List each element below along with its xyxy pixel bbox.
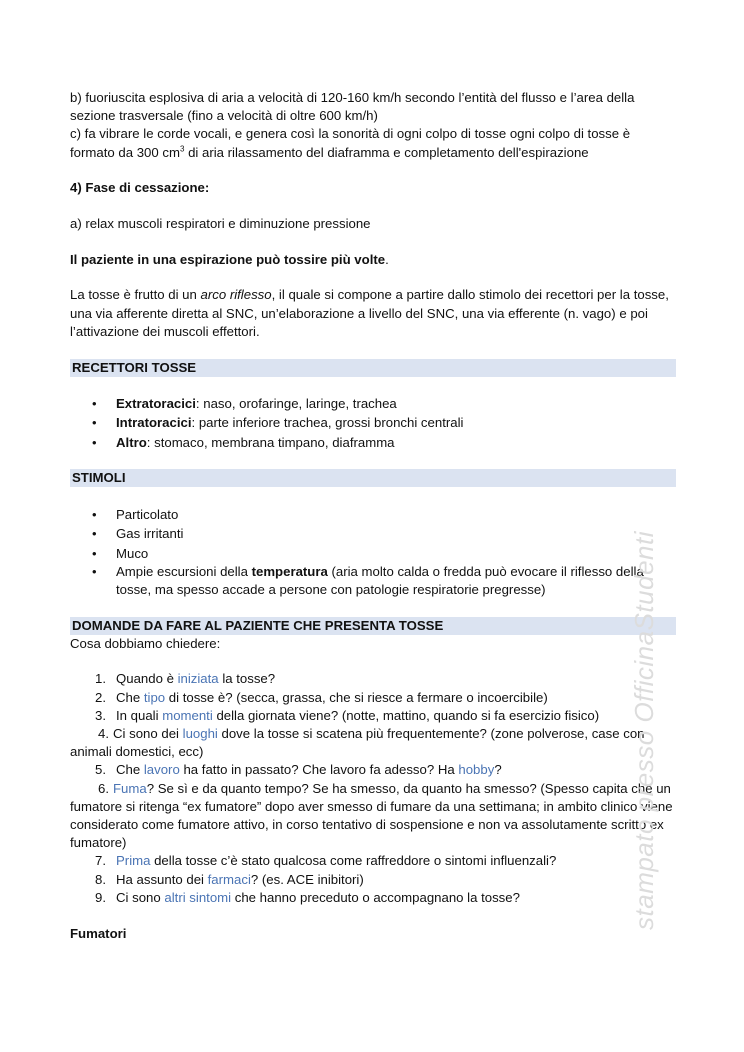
domande-list [70,670,676,907]
para-b: b) fuoriuscita esplosiva di aria a velocità di 120-160 km/h secondo l’entità del flusso e l’area della sezione trasversale (fino a velocità di oltre 600 km/h) [70,90,635,124]
reflex-para: La tosse è frutto di un arco riflesso, il quale si compone a partire dallo stimolo dei recettori per la tosse, una via afferente diretta al SNC, un’elaborazione a livello del SNC, una via efferente (n. vago) e poi l’attivazione dei muscoli effettori. [70,287,669,339]
list-item: • Extratoracici: naso, orofaringe, laringe, trachea [116,394,676,413]
superscript-3: 3 [179,144,185,154]
domande-subtitle: Cosa dobbiamo chiedere: [70,635,221,651]
list-item: • Altro: stomaco, membrana timpano, diaframma [116,433,676,452]
para-c-text: c) fa vibrare le corde vocali, e genera così la sonorità di ogni colpo di tosse ogni colpo di tosse è formato da 300 cm [70,126,631,160]
list-item: 9. Ci sono altri sintomi che hanno preceduto o accompagnano la tosse? [95,889,520,905]
list-item: 5. Che lavoro ha fatto in passato? Che lavoro fa adesso? Ha hobby? [95,762,502,778]
list-item: 1. Quando è iniziata la tosse? [95,671,276,687]
fase-cessazione-item: a) relax muscoli respiratori e diminuzione pressione [70,216,371,232]
stimoli-list [70,505,676,599]
watermark [626,530,662,930]
fumatori-heading: Fumatori [70,925,127,941]
list-item: • Gas irritanti [116,524,676,543]
list-item: 6. Fuma? Se sì e da quanto tempo? Se ha smesso, da quanto ha smesso? (Spesso capita che un fumatore si ritenga “ex fumatore” dopo aver smesso di fumare da una settimana; in ambito clinico viene considerato come fumatore attivo, in corso tentativo di sospensione e non va assolutamente scritto ex fumatore) [70,780,673,851]
list-item: 7. Prima della tosse c’è stato qualcosa come raffreddore o sintomi influenzali? [95,853,557,869]
watermark-text: stampato presso OfficinaStudenti [628,530,659,930]
list-item: 2. Che tipo di tosse è? (secca, grassa, che si riesce a fermare o incoercibile) [95,689,548,705]
list-item: 3. In quali momenti della giornata viene? (notte, mattino, quando si fa esercizio fisico) [95,707,600,723]
para-c [70,125,676,161]
document-page [70,89,676,943]
heading-recettori: RECETTORI TOSSE [70,359,676,377]
arco-riflesso: arco riflesso [200,287,272,303]
list-item: • Muco [116,544,676,563]
recettori-list [70,394,676,452]
list-item: 8. Ha assunto dei farmaci? (es. ACE inibitori) [95,871,364,887]
heading-stimoli: STIMOLI [70,469,676,487]
list-item: • Intratoracici: parte inferiore trachea, grossi bronchi centrali [116,413,676,432]
list-item: • Particolato [116,505,676,524]
list-item: • Ampie escursioni della temperatura (aria molto calda o fredda può evocare il riflesso della tosse, ma spesso accade a persone con patologie respiratorie pregresse) [116,563,676,599]
para-c-text-end: di aria rilassamento del diaframma e completamento dell'espirazione [184,144,589,160]
list-item: 4. Ci sono dei luoghi dove la tosse si scatena più frequentemente? (zone polverose, case con animali domestici, ecc) [70,726,645,760]
fase-cessazione-title: 4) Fase di cessazione: [70,180,210,196]
note-tossire: Il paziente in una espirazione può tossire più volte. [70,251,389,267]
heading-domande: DOMANDE DA FARE AL PAZIENTE CHE PRESENTA TOSSE [70,617,676,635]
